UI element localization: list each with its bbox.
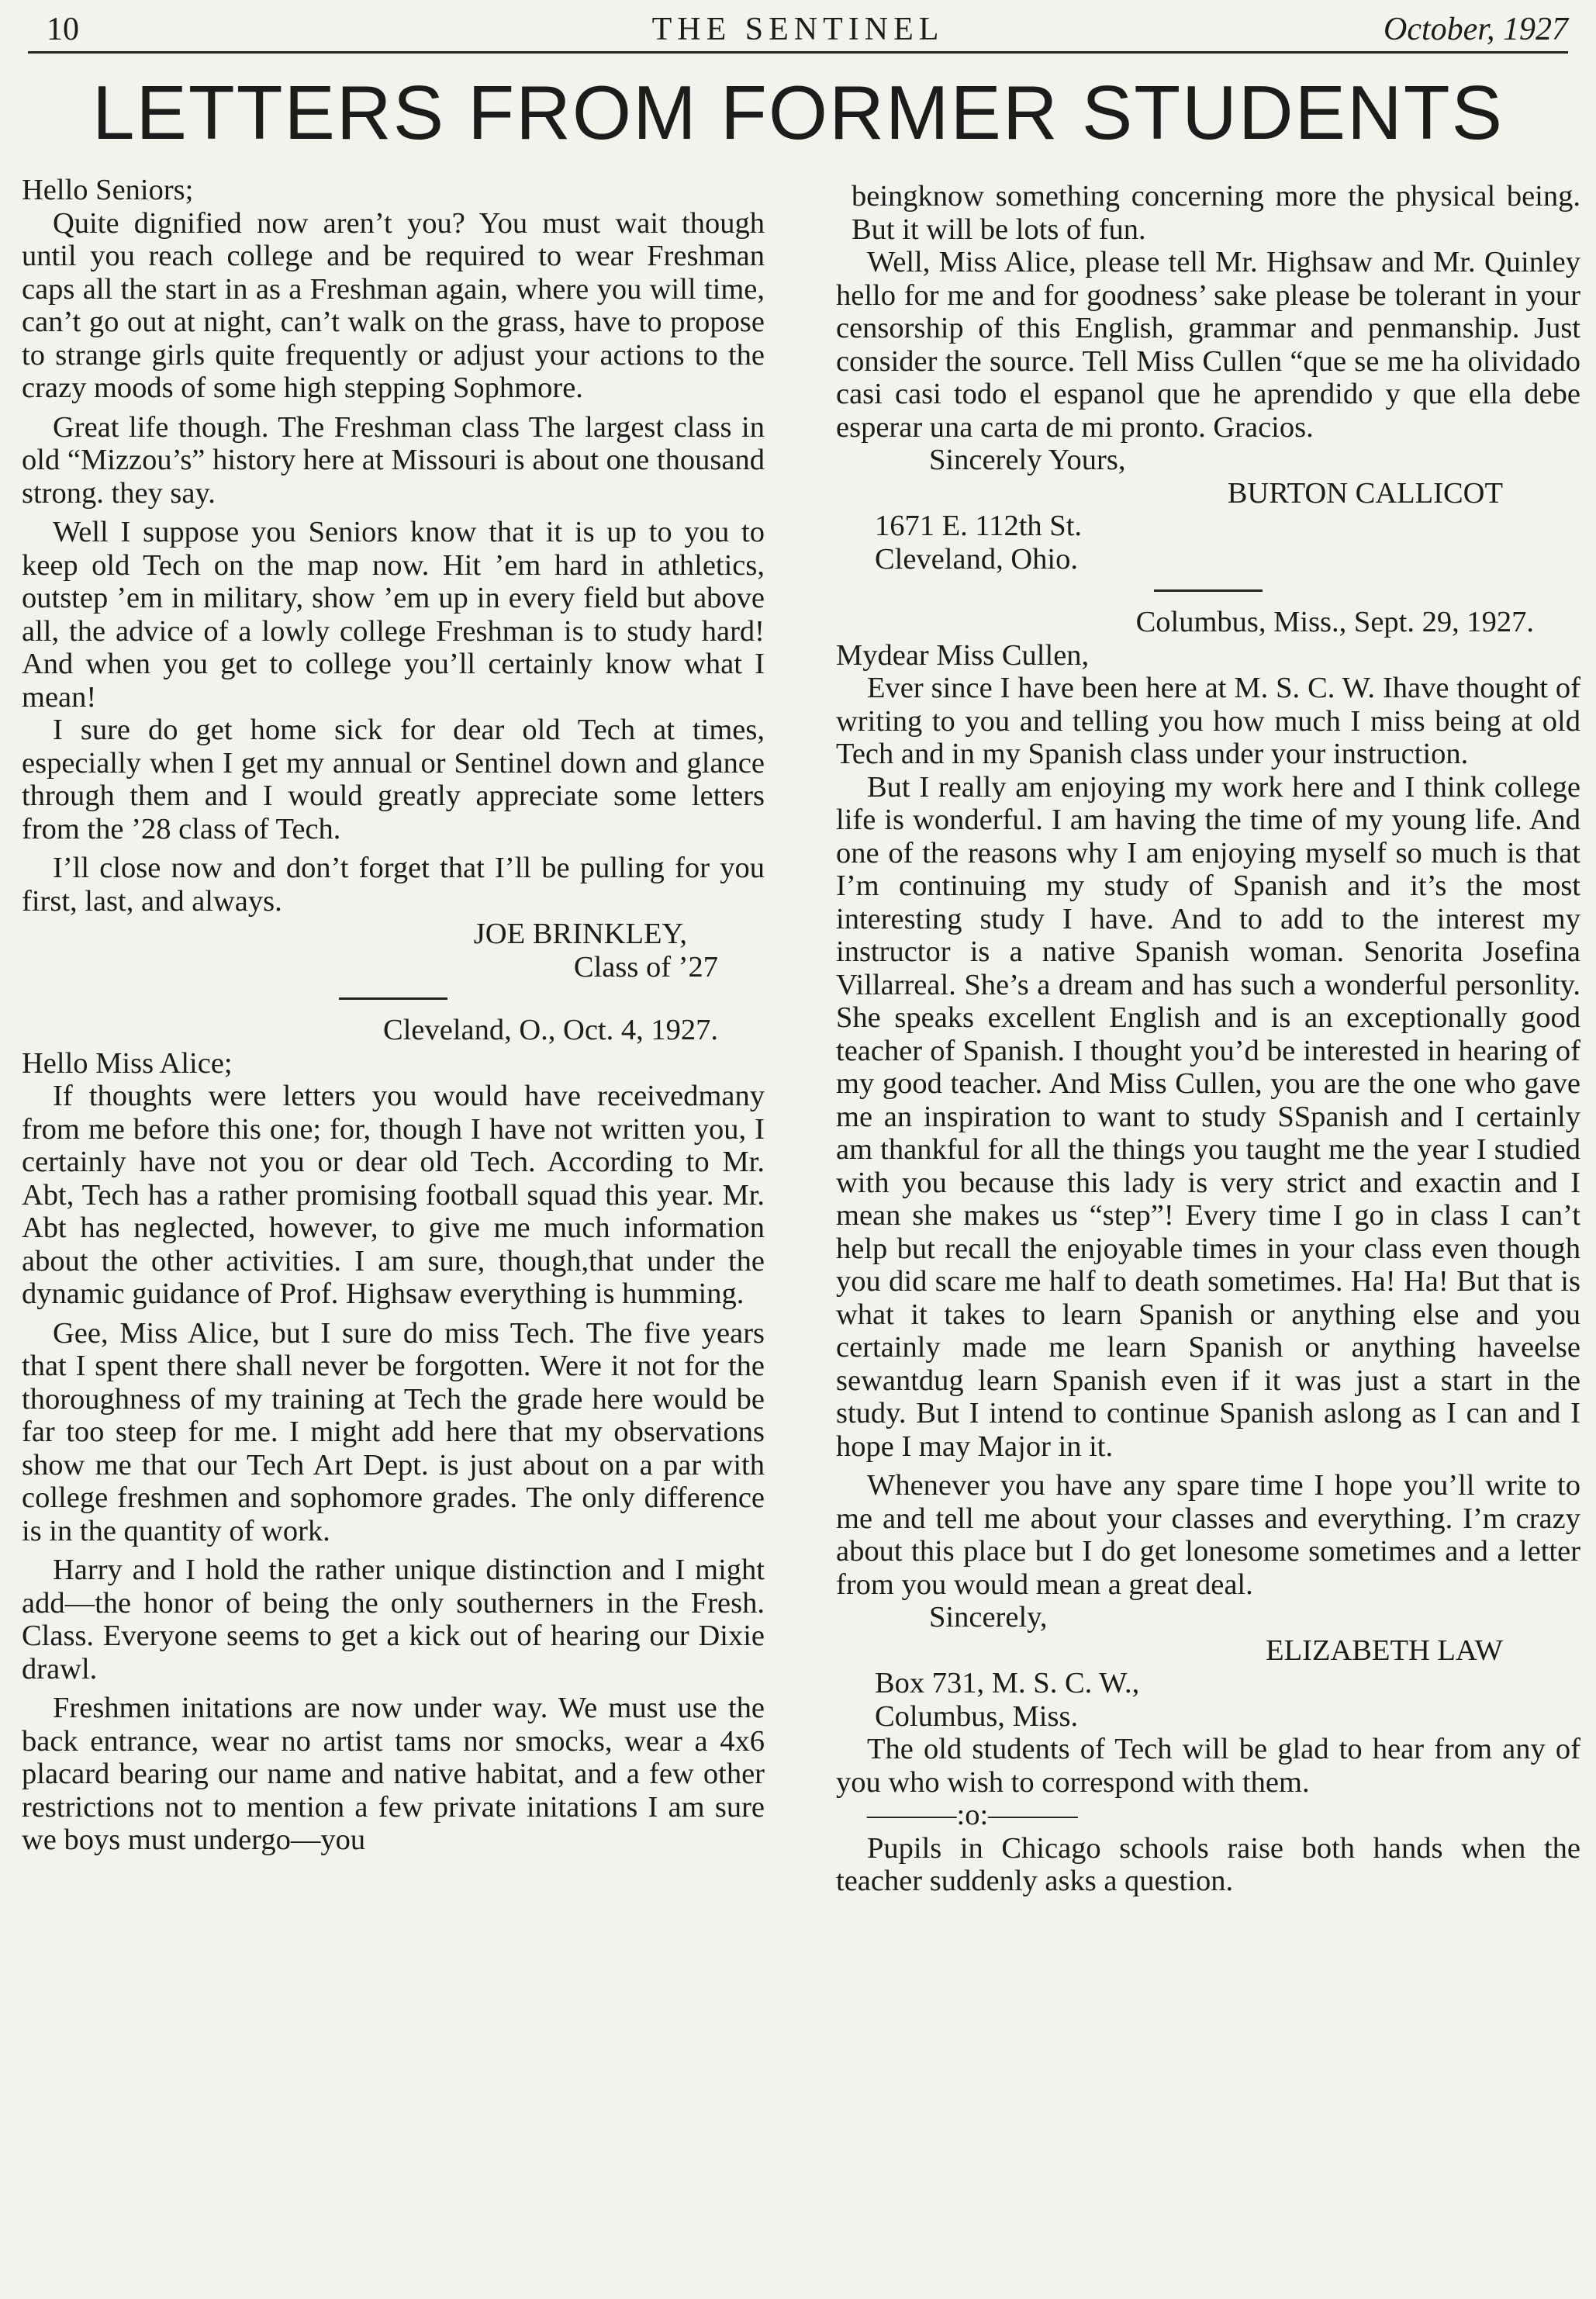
paper-name: THE SENTINEL	[651, 12, 945, 47]
letter3-address-line: Box 731, M. S. C. W.,	[875, 1667, 1140, 1699]
right-column	[836, 180, 1580, 2291]
letter2-address-line: Cleveland, Ohio.	[875, 542, 1078, 576]
letter1-salutation: Hello Seniors;	[22, 174, 194, 206]
letter2-paragraph: Gee, Miss Alice, but I sure do miss Tech. The five years that I spent there shall never be forgotten. Were it not for the thoroughness of my training at Tech the grade here would be far too steep for me. I might add here that my observations show me that our Tech Art Dept. is just about on a par with college freshmen and sophomore grades. The only difference is in the quantity of work.	[22, 1316, 765, 1547]
letter2-signature: BURTON CALLICOT	[1227, 476, 1503, 510]
note-paragraph: The old students of Tech will be glad to hear from any of you who wish to correspond with them.	[836, 1733, 1580, 1799]
letter3-paragraph: But I really am enjoying my work here and I think college life is wonderful. I am having the time of my young life. And one of the reasons why I am enjoying myself so much is that I’m continuing my study of Spanish and it’s the most interesting study I have. And to add to the interest my instructor is a native Spanish woman. Senorita Josefina Villarreal. She’s a dream and has such a wonderful personlity. She speaks excellent English and is an exceptionally good teacher of Spanish. I thought you’d be interested in hearing of my good teacher. And Miss Cullen, you are the one who gave me an inspiration to want to study SSpanish and I certainly am thankful for all the things you taught me the year I studied with you because this lady is very strict and exactin and I mean she makes us “step”! Every time I go in class I can’t help but recall the enjoyable times in your class even though you did scare me half to death sometimes. Ha! Ha! But that is what it takes to learn Spanish or anything else and you certainly made me learn Spanish or anything haveelse sewantdug learn Spanish even if it was just a start in the study. But I intend to continue Spanish aslong as I can and I hope I may Major in it.	[836, 770, 1580, 1463]
letter3-dateline: Columbus, Miss., Sept. 29, 1927.	[1135, 606, 1534, 638]
letter2-paragraph: Harry and I hold the rather unique distinction and I might add—the honor of being the only southerners in the Fresh. Class. Everyone seems to get a kick out of hearing our Dixie drawl.	[22, 1554, 765, 1685]
letter3-address-line: Columbus, Miss.	[875, 1699, 1079, 1733]
letter2-paragraph: Freshmen initations are now under way. We must use the back entrance, wear no artist tams nor smocks, wear a 4x6 placard bearing our name and native habitat, and a few other restrictions not to mention a few private initations I am sure we boys must undergo—you	[22, 1692, 765, 1856]
letter1-paragraph: Quite dignified now aren’t you? You must wait though until you reach college and be required to wear Freshman caps all the start in as a Freshman again, where you will time, can’t go out at night, can’t walk on the grass, have to propose to strange girls quite frequently or adjust your actions to the crazy moods of some high stepping Sophmore.	[22, 206, 765, 404]
header-rule	[28, 51, 1568, 54]
letter2-paragraph: Well, Miss Alice, please tell Mr. Highsaw and Mr. Quinley hello for me and for goodness’ sake please be tolerant in your censorship of this English, grammar and penmanship. Just consider the source. Tell Miss Cullen “que se me ha olividado casi casi todo el espanol que he aprendido y que ella debe esperar una carta de mi pronto. Gracios.	[836, 246, 1580, 444]
letter3-salutation: Mydear Miss Cullen,	[836, 638, 1090, 672]
separator-mark: ———:o:———	[867, 1799, 1078, 1831]
left-column	[22, 174, 765, 2291]
letter1-paragraph: I sure do get home sick for dear old Tech at times, especially when I get my annual or Sentinel down and glance through them and I would greatly appreciate some letters from the ’28 class of Tech.	[22, 714, 765, 845]
letter2-continued: beingknow something concerning more the physical being. But it will be lots of fun.	[852, 180, 1580, 246]
section-divider	[1154, 589, 1263, 592]
page-number: 10	[47, 12, 79, 47]
letter1-paragraph: I’ll close now and don’t forget that I’ll be pulling for you first, last, and always.	[22, 852, 765, 918]
letter2-dateline: Cleveland, O., Oct. 4, 1927.	[383, 1014, 718, 1046]
section-divider	[339, 997, 447, 1000]
letter2-closing: Sincerely Yours,	[929, 444, 1126, 476]
letter2-address-line: 1671 E. 112th St.	[875, 510, 1083, 542]
letter3-signature: ELIZABETH LAW	[1266, 1634, 1503, 1667]
letter3-paragraph: Ever since I have been here at M. S. C. W. Ihave thought of writing to you and telling you how much I miss being at old Tech and in my Spanish class under your instruction.	[836, 672, 1580, 770]
letter3-closing: Sincerely,	[929, 1601, 1048, 1634]
issue-date: October, 1927	[1384, 12, 1568, 47]
letter2-salutation: Hello Miss Alice;	[22, 1046, 233, 1080]
letter1-signature: JOE BRINKLEY,	[473, 918, 687, 950]
running-header	[28, 11, 1568, 57]
page-headline: LETTERS FROM FORMER STUDENTS	[92, 70, 1504, 155]
letter3-paragraph: Whenever you have any spare time I hope you’ll write to me and tell me about your classes and everything. I’m crazy about this place but I do get lonesome sometimes and a letter from you would mean a great deal.	[836, 1469, 1580, 1601]
letter1-paragraph: Well I suppose you Seniors know that it is up to you to keep old Tech on the map now. Hit ’em hard in athletics, outstep ’em in military, show ’em up in every field but above all, the advice of a lowly college Freshman is to study hard! And when you get to college you’ll certainly know what I mean!	[22, 516, 765, 714]
letter1-paragraph: Great life though. The Freshman class The largest class in old “Mizzou’s” history here at Missouri is about one thousand strong. they say.	[22, 410, 765, 510]
filler-paragraph: Pupils in Chicago schools raise both hands when the teacher suddenly asks a question.	[836, 1831, 1580, 1897]
letter1-class: Class of ’27	[573, 950, 718, 984]
letter2-paragraph: If thoughts were letters you would have receivedmany from me before this one; for, though I have not written you, I certainly have not you or dear old Tech. According to Mr. Abt, Tech has a rather promising football squad this year. Mr. Abt has neglected, however, to give me much information about the other activities. I am sure, though,that under the dynamic guidance of Prof. Highsaw everything is humming.	[22, 1080, 765, 1310]
